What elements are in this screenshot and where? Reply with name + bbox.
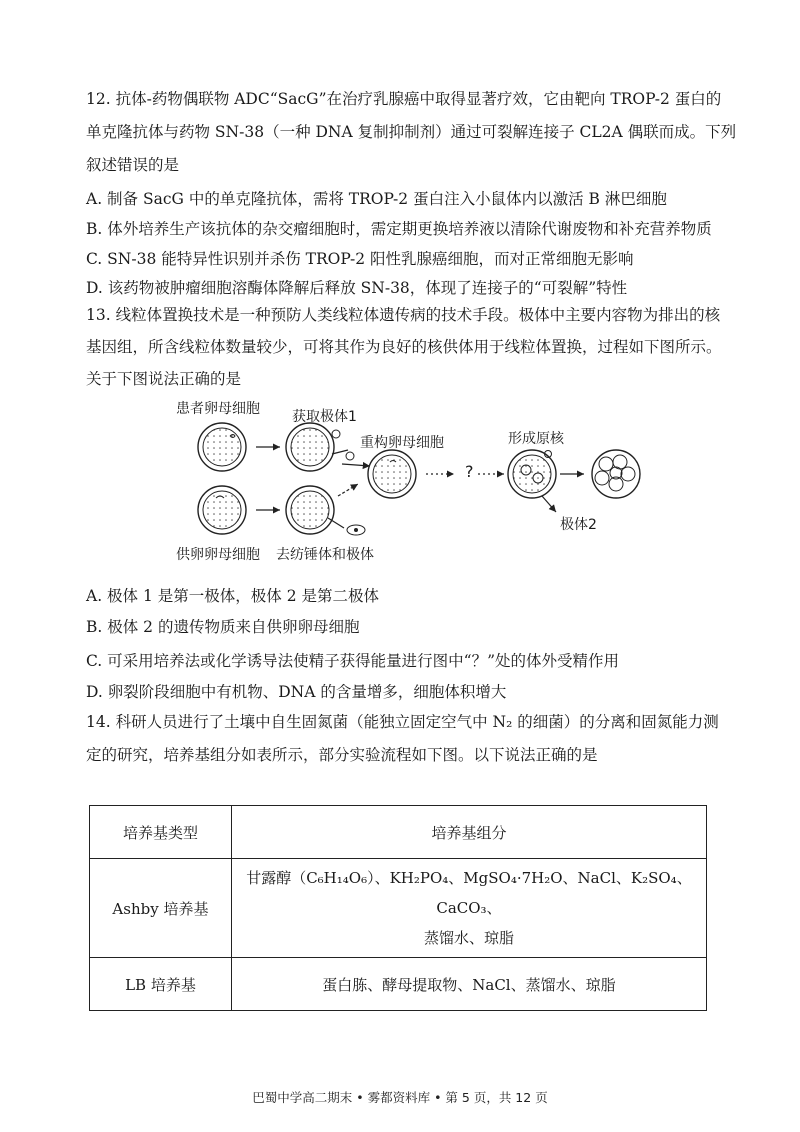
table-row — [90, 958, 707, 1011]
q13-option-b: B. 极体 2 的遗传物质来自供卵卵母细胞 — [86, 618, 360, 636]
row-ashby-components — [231, 859, 706, 958]
q12-stem-line-3: 叙述错误的是 — [86, 156, 180, 174]
q13-stem-line-3: 关于下图说法正确的是 — [86, 370, 242, 388]
label-donor-egg: 供卵卵母细胞 — [176, 547, 260, 563]
q12-stem-line-2: 单克隆抗体与药物 SN-38（一种 DNA 复制抑制剂）通过可裂解连接子 CL2A 偶联而成。下列 — [86, 123, 737, 141]
label-patient-egg: 患者卵母细胞 — [176, 401, 260, 417]
pronucleus-stage-cell — [508, 450, 556, 498]
q13-option-c: C. 可采用培养法或化学诱导法使精子获得能量进行图中“？”处的体外受精作用 — [86, 652, 620, 670]
diagram-drawing — [170, 392, 650, 570]
culture-medium-table — [89, 805, 707, 994]
q13-stem-line-2: 基因组，所含线粒体数量较少，可将其作为良好的核供体用于线粒体置换，过程如下图所示。 — [86, 338, 722, 356]
label-polar-body-2: 极体2 — [560, 517, 597, 533]
ashby-components-line-1: 甘露醇（C₆H₁₄O₆）、KH₂PO₄、MgSO₄·7H₂O、NaCl、K₂SO₄、CaCO₃、 — [246, 869, 692, 917]
q13-option-d: D. 卵裂阶段细胞中有机物、DNA 的含量增多，细胞体积增大 — [86, 683, 507, 701]
label-obtain-polar-body: 获取极体1 — [292, 409, 357, 425]
q13-stem-line-1: 13. 线粒体置换技术是一种预防人类线粒体遗传病的技术手段。极体中主要内容物为排出的核 — [86, 306, 721, 324]
patient-egg-cell — [198, 423, 246, 471]
donor-egg-cell — [198, 486, 246, 534]
enucleated-donor-egg — [286, 486, 365, 535]
q14-stem-line-1: 14. 科研人员进行了土壤中自生固氮菌（能独立固定空气中 N₂ 的细菌）的分离和固氮能力测 — [86, 713, 719, 731]
ashby-components-line-2: 蒸馏水、琼脂 — [423, 929, 514, 947]
arrow-4 — [338, 484, 358, 496]
label-question-mark: ? — [465, 462, 474, 481]
q12-option-c: C. SN-38 能特异性识别并杀伤 TROP-2 阳性乳腺癌细胞，而对正常细胞无影响 — [86, 250, 634, 268]
label-remove-spindle: 去纺锤体和极体 — [276, 547, 374, 563]
table-header-row — [90, 806, 707, 859]
reconstructed-egg-cell — [368, 450, 416, 498]
table-row — [90, 859, 707, 958]
arrow-3 — [342, 464, 370, 466]
header-medium-components: 培养基组分 — [231, 806, 706, 859]
q12-option-a: A. 制备 SacG 中的单克隆抗体，需将 TROP-2 蛋白注入小鼠体内以激活 B 淋巴细胞 — [86, 190, 667, 208]
row-lb-type: LB 培养基 — [90, 958, 232, 1011]
q12-option-d: D. 该药物被肿瘤细胞溶酶体降解后释放 SN-38，体现了连接子的“可裂解”特性 — [86, 279, 628, 297]
mitochondrial-replacement-diagram — [170, 392, 650, 570]
label-form-pronucleus: 形成原核 — [508, 431, 564, 447]
q13-option-a: A. 极体 1 是第一极体，极体 2 是第二极体 — [86, 587, 379, 605]
label-reconstructed-egg: 重构卵母细胞 — [360, 435, 444, 451]
q12-stem-line-1: 12. 抗体-药物偶联物 ADC“SacG”在治疗乳腺癌中取得显著疗效，它由靶向 TROP-2 蛋白的 — [86, 90, 722, 108]
arrow-8 — [542, 496, 556, 512]
q14-stem-line-2: 定的研究，培养基组分如表所示，部分实验流程如下图。以下说法正确的是 — [86, 746, 598, 764]
header-medium-type: 培养基类型 — [90, 806, 232, 859]
row-ashby-type: Ashby 培养基 — [90, 859, 232, 958]
page-footer: 巴蜀中学高二期末 • 雾都资料库 • 第 5 页，共 12 页 — [252, 1090, 548, 1105]
embryo-cell — [592, 450, 640, 498]
q12-option-b: B. 体外培养生产该抗体的杂交瘤细胞时，需定期更换培养液以清除代谢废物和补充营养物质 — [86, 220, 712, 238]
row-lb-components: 蛋白胨、酵母提取物、NaCl、蒸馏水、琼脂 — [231, 958, 706, 1011]
